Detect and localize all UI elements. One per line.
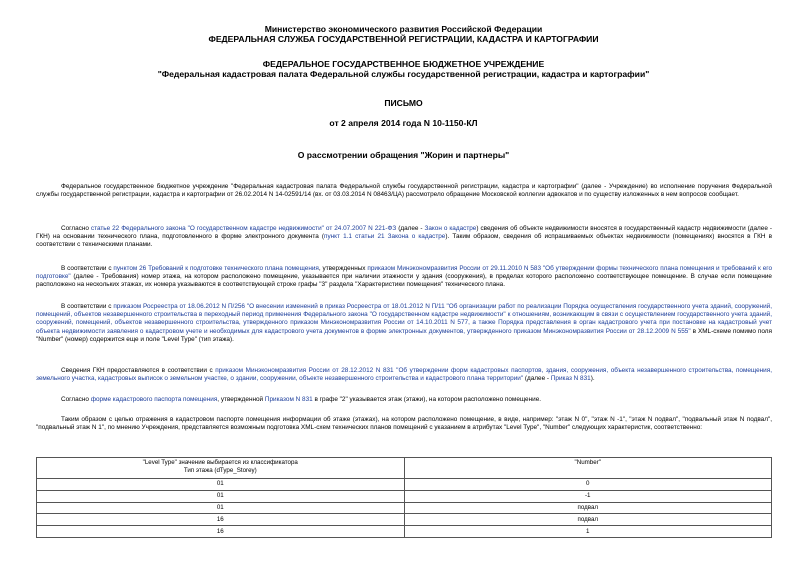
cell-level-type: 16 <box>37 514 405 526</box>
table-row <box>37 502 772 514</box>
level-type-table <box>36 457 772 538</box>
paragraph-text: (далее - <box>396 225 425 232</box>
paragraph-text: ). Таким образом, сведения об испрашиваемых объектах недвижимости (помещениях) вносятся в ГКН в соответствии с техническими планами. <box>36 233 772 249</box>
paragraph-text: В соответствии с <box>61 265 114 272</box>
table-row <box>37 514 772 526</box>
order-831-short-link[interactable]: Приказ N 831 <box>550 375 591 383</box>
paragraph-gkn-data <box>36 367 772 383</box>
paragraph-passport-form <box>36 396 772 404</box>
cell-number: 0 <box>404 479 771 491</box>
paragraph-requirements <box>36 265 772 290</box>
paragraph-text: ). <box>590 375 595 383</box>
order-p256-link[interactable]: приказом Росреестра от 18.06.2012 N П/256 "О внесении изменений в приказ Росреестра от 18.01.2012 N П/11 "Об организации работ по реализации Порядка осуществления государственного учета зданий, сооружений, помещений, объектов незавершенного строительства в переходный период применения Федерального закона "О государственном кадастре недвижимости" к отношениям, возникающим в связи с осуществлением государственного учета зданий, сооружений, помещений, объектов незавершенного строительства, утвержденного приказом Минэкономразвития России от 14.10.2011 N 577, а также Порядка представления в орган кадастрового учета при постановке на кадастровый учет объекта недвижимости заявления о кадастровом учете и необходимых для кадастрового учета документов в форме электронных документов, утвержденного приказом Минэкономразвития России от 28.12.2009 N 555" <box>36 303 772 335</box>
table-header-row <box>37 458 772 479</box>
paragraph-text: В соответствии с <box>61 303 114 310</box>
paragraph-text: ) сведения об объекте недвижимости вносятся в государственный кадастр недвижимости (далее - ГКН) на основании технического плана, подготовленного в форме электронного документа ( <box>36 225 772 241</box>
paragraph-text: Согласно <box>61 396 91 403</box>
article-21-link[interactable]: пункт 1.1 статьи 21 Закона о кадастре <box>324 233 446 241</box>
institution-type: ФЕДЕРАЛЬНОЕ ГОСУДАРСТВЕННОЕ БЮДЖЕТНОЕ УЧРЕЖДЕНИЕ <box>262 59 545 69</box>
cell-level-type: 16 <box>37 526 405 538</box>
order-583-link[interactable]: приказом Минэкономразвития России от 29.11.2010 N 583 "Об утверждении формы технического плана помещения и требований к его подготовке" <box>36 265 773 281</box>
passport-form-link[interactable]: форме кадастрового паспорта помещения <box>90 396 218 403</box>
paragraph-text: Таким образом с целью отражения в кадастровом паспорте помещения информации об этаже (этажах), на котором расположено помещение, в виде, например: "этаж N 0", "этаж N -1", "этаж N подвал", "подвальный этаж N подвал", "подвальный этаж N 1", по мнению Учреждения, представляется возможным подготовка XML-схем технических планов помещений с указанием в атрибутах "Level Type", "Number" следующих характеристик, соответственно: <box>36 416 772 432</box>
cell-number: -1 <box>404 490 771 502</box>
paragraph-text: (далее - Требования) номер этажа, на котором расположено помещение, указывается при наличии этажности у здания (сооружения), в пределах которого расположено соответствующее помещение. В случае если помещение расположено на нескольких этажах, их номера указываются в соответствующей строке графы "3" раздела "Характеристики помещения" технического плана. <box>36 273 772 289</box>
order-831-link[interactable]: приказом Минэкономразвития России от 28.12.2012 N 831 "Об утверждении форм кадастровых паспортов, здания, сооружения, объекта незавершенного строительства, помещения, земельного участка, кадастровых выписок о земельном участке, о здании, сооружении, объекте незавершенного строительства и кадастрового плана территории" <box>36 367 772 383</box>
paragraph-text: в графе "2" указывается этаж (этажи), на котором расположено помещение. <box>312 396 542 403</box>
document-subject: О рассмотрении обращения "Жорин и партнеры" <box>297 150 510 160</box>
paragraph-text: , утвержденных <box>318 265 368 272</box>
paragraph-text: , утвержденной <box>217 396 265 403</box>
ministry-name: Министерство экономического развития Российской Федерации <box>264 24 543 34</box>
table-row <box>37 479 772 491</box>
paragraph-cadastre-law <box>36 225 772 250</box>
cell-level-type: 01 <box>37 502 405 514</box>
paragraph-intro <box>36 183 772 199</box>
header-line-2: Тип этажа (dType_Storey) <box>183 466 257 474</box>
header-line-1: "Level Type" значение выбирается из классификатора <box>142 459 298 466</box>
paragraph-text: Согласно <box>61 225 91 232</box>
paragraph-text: (далее - <box>523 375 551 383</box>
table-row <box>37 490 772 502</box>
paragraph-text: Федеральное государственное бюджетное учреждение "Федеральная кадастровая палата Федеральной службы государственной регистрации, кадастра и картографии" (далее - Учреждение) во исполнение поручения Федеральной службы государственной регистрации, кадастра и картографии от 26.02.2014 N 14-02591/14 (вх. от 03.03.2014 N 08463/ЦА) рассмотрело обращение Московской коллегии адвокатов и по существу изложенных в нем вопросов сообщает. <box>36 183 772 199</box>
service-name: ФЕДЕРАЛЬНАЯ СЛУЖБА ГОСУДАРСТВЕННОЙ РЕГИСТРАЦИИ, КАДАСТРА И КАРТОГРАФИИ <box>208 34 599 44</box>
cadastre-law-link[interactable]: Закон о кадастре <box>424 225 477 232</box>
law-article-22-link[interactable]: статье 22 Федерального закона "О государственном кадастре недвижимости" от 24.07.2007 N 221-ФЗ <box>90 225 397 232</box>
table-header-number: "Number" <box>404 458 771 479</box>
cell-level-type: 01 <box>37 479 405 491</box>
order-831-ref-link[interactable]: Приказом N 831 <box>264 396 313 403</box>
cell-number: 1 <box>404 526 771 538</box>
cell-number: подвал <box>404 502 771 514</box>
document-date-number: от 2 апреля 2014 года N 10-1150-КЛ <box>329 118 478 128</box>
table-row <box>37 526 772 538</box>
cell-level-type: 01 <box>37 490 405 502</box>
institution-name: "Федеральная кадастровая палата Федеральной службы государственной регистрации, кадастра и картографии" <box>157 69 650 79</box>
paragraph-text: в XML-схеме помимо поля "Number" (номер) содержится еще и поле "Level Type" (тип этажа). <box>36 327 772 343</box>
table-header-level-type <box>37 458 405 479</box>
cell-number: подвал <box>404 514 771 526</box>
paragraph-rosreestr-order <box>36 303 772 344</box>
requirements-point-26-link[interactable]: пунктом 26 Требований к подготовке технического плана помещения <box>113 265 319 272</box>
document-type: ПИСЬМО <box>384 98 423 108</box>
paragraph-text: Сведения ГКН предоставляются в соответствии с <box>61 367 216 374</box>
paragraph-conclusion <box>36 416 772 432</box>
